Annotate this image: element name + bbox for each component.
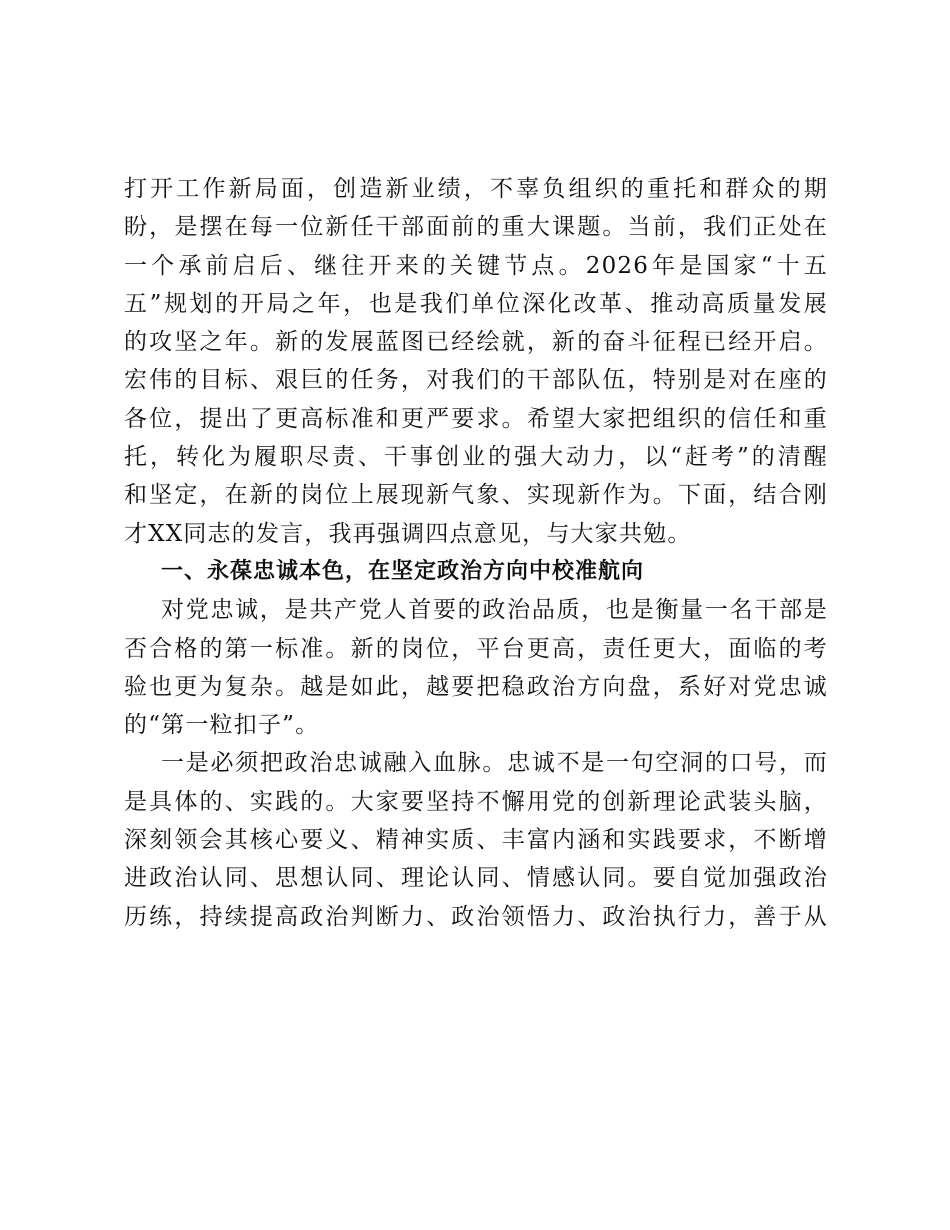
text-line: 托，转化为履职尽责、干事创业的强大动力，以“赶考”的清醒	[124, 444, 828, 471]
text-line: 一个承前启后、继往开来的关键节点。2026年是国家“十五	[124, 252, 828, 279]
text-line: 历练，持续提高政治判断力、政治领悟力、政治执行力，善于从	[124, 903, 828, 930]
text-line: 盼，是摆在每一位新任干部面前的重大课题。当前，我们正处在	[124, 214, 828, 241]
text-line: 进政治认同、思想认同、理论认同、情感认同。要自觉加强政治	[124, 865, 828, 892]
text-line: 验也更为复杂。越是如此，越要把稳政治方向盘，系好对党忠诚	[124, 673, 828, 700]
text-line: 深刻领会其核心要义、精神实质、丰富内涵和实践要求，不断增	[124, 827, 828, 854]
text-line: 五”规划的开局之年，也是我们单位深化改革、推动高质量发展	[124, 290, 828, 317]
body-text	[124, 170, 828, 936]
text-line: 否合格的第一标准。新的岗位，平台更高，责任更大，面临的考	[124, 635, 828, 662]
text-line: 的“第一粒扣子”。	[124, 712, 320, 739]
text-line: 和坚定，在新的岗位上展现新气象、实现新作为。下面，结合刚	[124, 482, 828, 509]
text-line: 的攻坚之年。新的发展蓝图已经绘就，新的奋斗征程已经开启。	[124, 329, 828, 356]
text-line: 对党忠诚，是共产党人首要的政治品质，也是衡量一名干部是	[161, 597, 828, 624]
text-line: 一是必须把政治忠诚融入血脉。忠诚不是一句空洞的口号，而	[161, 750, 828, 777]
text-line: 打开工作新局面，创造新业绩，不辜负组织的重托和群众的期	[124, 176, 828, 202]
text-line: 宏伟的目标、艰巨的任务，对我们的干部队伍，特别是对在座的	[124, 367, 828, 394]
text-line: 各位，提出了更高标准和更严要求。希望大家把组织的信任和重	[124, 405, 828, 432]
section-heading: 一、永葆忠诚本色，在坚定政治方向中校准航向	[161, 558, 645, 584]
text-line: 是具体的、实践的。大家要坚持不懈用党的创新理论武装头脑，	[124, 788, 828, 815]
text-line: 才XX同志的发言，我再强调四点意见，与大家共勉。	[124, 520, 692, 547]
